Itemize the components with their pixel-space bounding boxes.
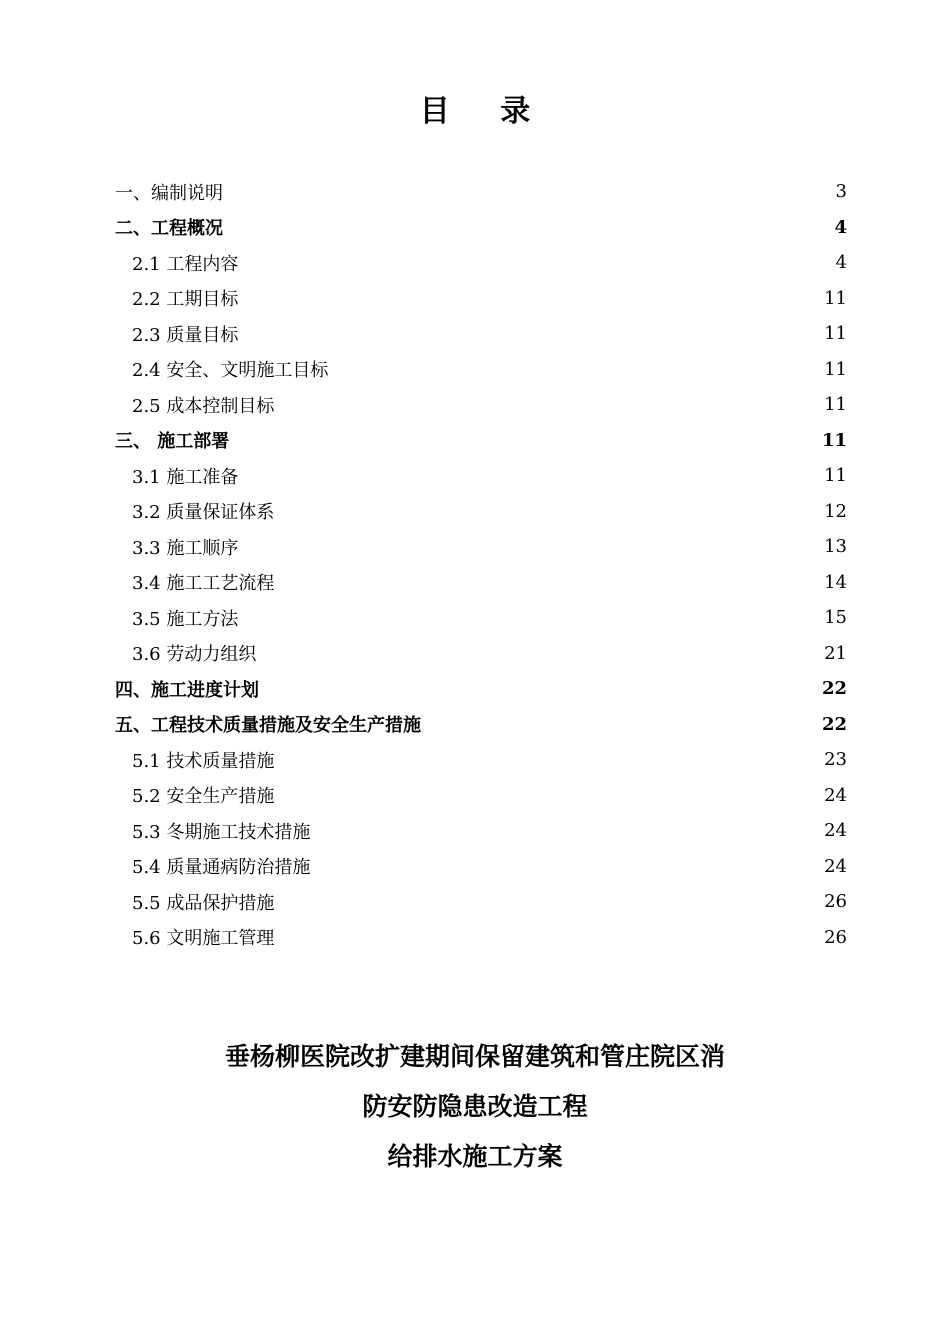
toc-entry-page-number: 15 xyxy=(824,607,847,629)
toc-entry[interactable] xyxy=(115,813,847,849)
toc-entry-label: 3.6 劳动力组织 xyxy=(132,644,257,666)
toc-entry-page-number: 11 xyxy=(824,394,847,416)
toc-entry[interactable] xyxy=(115,600,847,636)
toc-entry-page-number: 24 xyxy=(824,784,847,806)
toc-entry[interactable] xyxy=(115,636,847,672)
toc-entry-page-number: 22 xyxy=(821,713,847,735)
toc-entry[interactable] xyxy=(115,707,847,743)
toc-entry-page-number: 26 xyxy=(824,891,847,913)
toc-entry-label: 3.2 质量保证体系 xyxy=(132,502,275,524)
toc-entry[interactable] xyxy=(115,778,847,814)
toc-entry-label: 5.6 文明施工管理 xyxy=(132,928,275,950)
toc-heading: 目 录 xyxy=(419,94,551,129)
toc-entry[interactable] xyxy=(115,352,847,388)
toc-entry[interactable] xyxy=(115,174,847,210)
toc-entry[interactable] xyxy=(115,671,847,707)
toc-entry-label: 四、施工进度计划 xyxy=(115,679,259,701)
toc-entry-label: 2.4 安全、文明施工目标 xyxy=(132,360,329,382)
table-of-contents xyxy=(115,174,847,955)
toc-entry[interactable] xyxy=(115,494,847,530)
toc-entry-label: 二、工程概况 xyxy=(115,218,223,240)
document-title xyxy=(0,1032,950,1182)
toc-entry-label: 5.2 安全生产措施 xyxy=(132,786,275,808)
toc-entry-label: 5.4 质量通病防治措施 xyxy=(132,857,311,879)
toc-entry[interactable] xyxy=(115,884,847,920)
toc-entry[interactable] xyxy=(115,210,847,246)
toc-entry-page-number: 13 xyxy=(824,536,847,558)
toc-entry-label: 2.3 质量目标 xyxy=(132,324,239,346)
toc-entry[interactable] xyxy=(115,281,847,317)
toc-entry-page-number: 4 xyxy=(834,216,847,238)
toc-entry-label: 5.3 冬期施工技术措施 xyxy=(132,821,311,843)
toc-entry-label: 5.5 成品保护措施 xyxy=(132,892,275,914)
toc-entry[interactable] xyxy=(115,742,847,778)
toc-entry-label: 5.1 技术质量措施 xyxy=(132,750,275,772)
toc-entry-page-number: 3 xyxy=(835,181,847,203)
toc-entry-label: 3.1 施工准备 xyxy=(132,466,239,488)
toc-entry-label: 3.4 施工工艺流程 xyxy=(132,573,275,595)
toc-entry-page-number: 11 xyxy=(821,429,847,451)
toc-entry-label: 五、工程技术质量措施及安全生产措施 xyxy=(115,715,421,737)
toc-entry-page-number: 26 xyxy=(824,926,847,948)
document-title-line-2: 防安防隐患改造工程 xyxy=(362,1092,588,1121)
toc-entry-label: 2.1 工程内容 xyxy=(132,253,239,275)
toc-entry[interactable] xyxy=(115,565,847,601)
toc-entry-page-number: 24 xyxy=(824,855,847,877)
toc-entry[interactable] xyxy=(115,529,847,565)
toc-entry-label: 3.5 施工方法 xyxy=(132,608,239,630)
toc-entry[interactable] xyxy=(115,423,847,459)
toc-entry-page-number: 24 xyxy=(824,820,847,842)
toc-entry-page-number: 11 xyxy=(824,287,847,309)
toc-entry[interactable] xyxy=(115,316,847,352)
toc-entry[interactable] xyxy=(115,458,847,494)
toc-entry-label: 三、 施工部署 xyxy=(115,431,230,453)
document-title-line-3: 给排水施工方案 xyxy=(387,1142,563,1171)
toc-entry[interactable] xyxy=(115,387,847,423)
toc-entry[interactable] xyxy=(115,849,847,885)
toc-entry-label: 2.2 工期目标 xyxy=(132,289,239,311)
toc-entry-page-number: 22 xyxy=(821,678,847,700)
toc-entry-page-number: 23 xyxy=(824,749,847,771)
toc-entry-label: 一、编制说明 xyxy=(115,182,223,204)
toc-entry-page-number: 12 xyxy=(824,500,847,522)
toc-entry[interactable] xyxy=(115,245,847,281)
toc-entry-page-number: 11 xyxy=(824,358,847,380)
toc-entry-label: 3.3 施工顺序 xyxy=(132,537,239,559)
toc-entry-page-number: 21 xyxy=(824,642,847,664)
document-title-line-1: 垂杨柳医院改扩建期间保留建筑和管庄院区消 xyxy=(224,1042,725,1071)
toc-entry[interactable] xyxy=(115,920,847,956)
toc-entry-page-number: 11 xyxy=(824,465,847,487)
toc-entry-page-number: 11 xyxy=(824,323,847,345)
toc-entry-page-number: 14 xyxy=(824,571,847,593)
toc-entry-page-number: 4 xyxy=(835,252,847,274)
toc-entry-label: 2.5 成本控制目标 xyxy=(132,395,275,417)
